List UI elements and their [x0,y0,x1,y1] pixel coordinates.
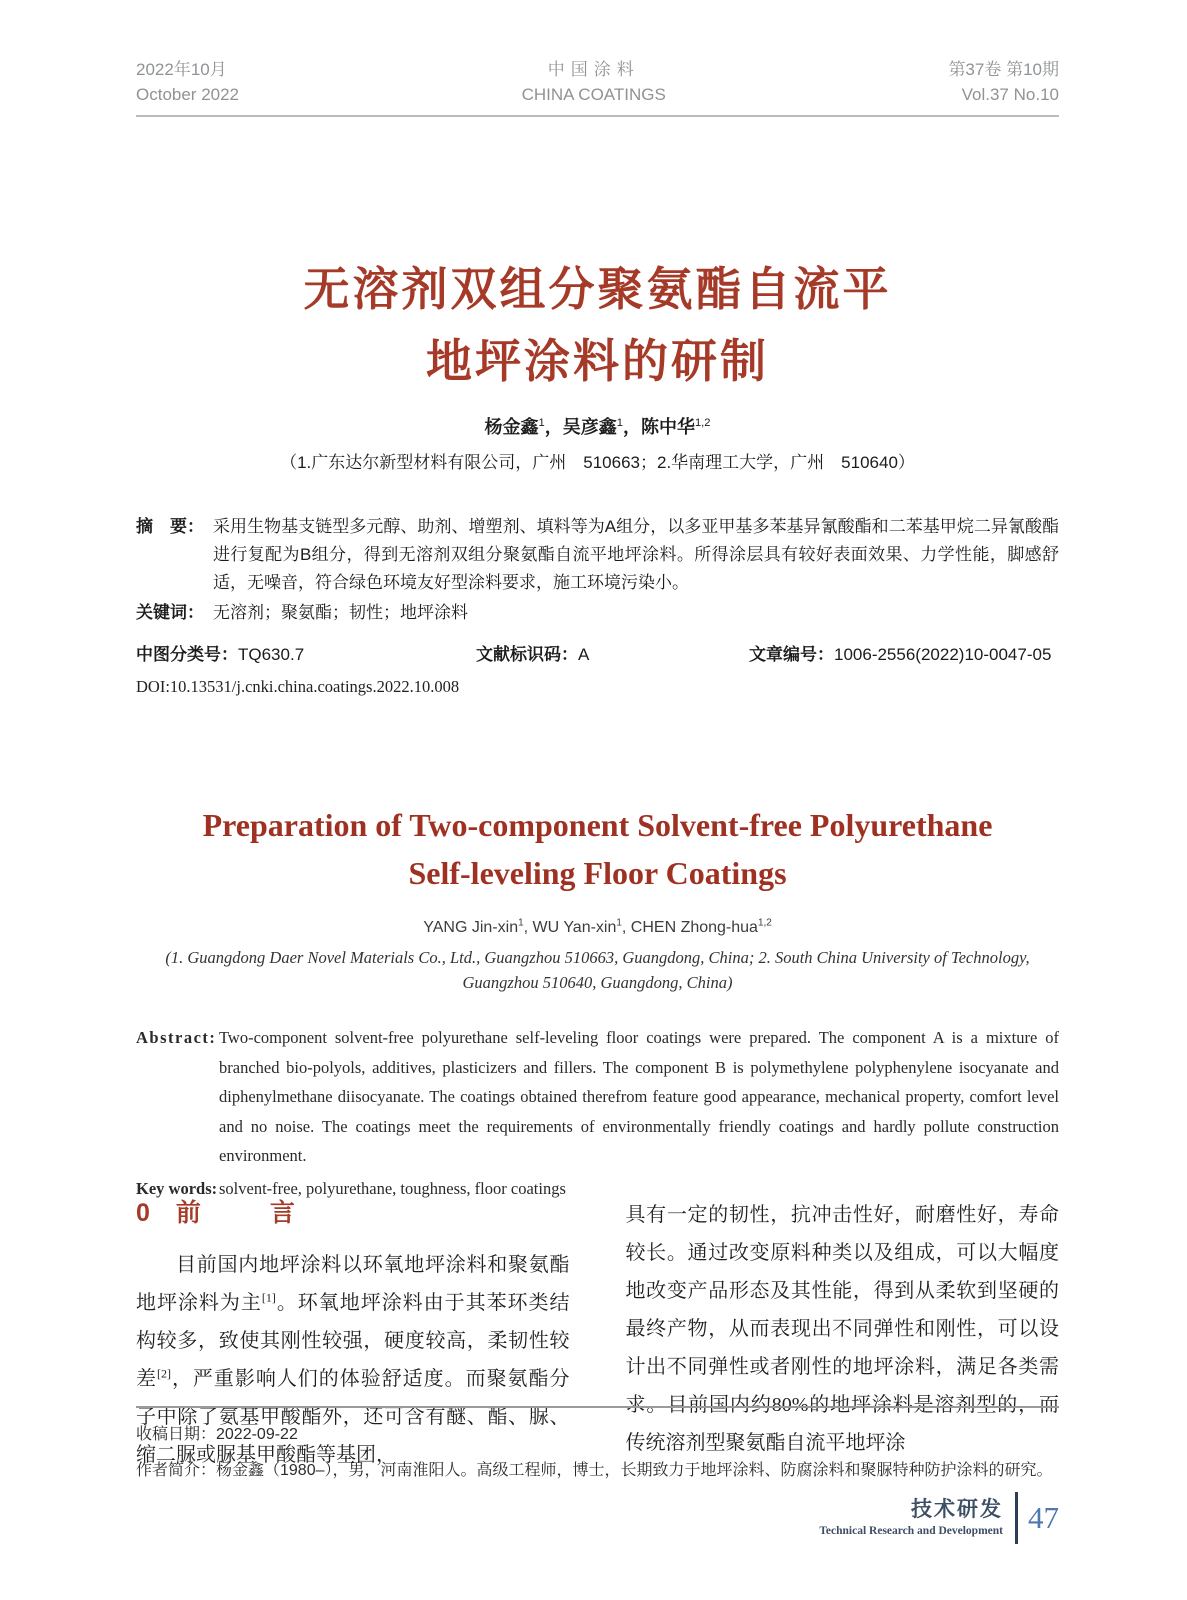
abstract-cn [136,513,1059,597]
author-name: 陈中华 [640,417,695,437]
authors-cn [136,413,1059,439]
author-superscript: 1 [538,417,545,429]
article-title-en-line2: Self-leveling Floor Coatings [408,855,787,891]
article-title-en [136,801,1059,897]
keywords-cn-label: 关键词： [136,603,204,622]
abstract-en [136,1023,1059,1171]
footnote-area [136,1406,1059,1480]
journal-title-cn: 中国涂料 [547,60,640,79]
header-issue-cn: 第37卷 第10期 [948,60,1059,79]
article-title-cn-line1: 无溶剂双组分聚氨酯自流平 [303,263,892,315]
header-date-cn: 2022年10月 [136,60,227,79]
footer-section-marker [819,1492,1059,1544]
authors-en [136,919,1059,937]
footer-labels [819,1497,1003,1539]
doi: DOI:10.13531/j.cnki.china.coatings.2022.10.008 [136,677,460,696]
journal-title-en: CHINA COATINGS [521,85,666,104]
footer-divider [1015,1492,1018,1544]
header-rule [136,115,1059,117]
author-superscript: 1 [518,917,524,929]
article-id: 文章编号：1006-2556(2022)10-0047-05 [749,645,1052,664]
author-name: 吴彦鑫 [562,417,617,437]
page-header [136,0,1059,107]
intro-heading-title: 前 言 [175,1199,317,1227]
header-issue-en: Vol.37 No.10 [961,85,1059,104]
author-name-en: CHEN Zhong-hua [630,919,758,936]
document-code: 文献标识码：A [476,645,590,664]
keywords-en-text: solvent-free, polyurethane, toughness, floor coatings [219,1178,566,1198]
affiliation-en [136,945,1059,995]
received-date: 收稿日期：2022-09-22 [136,1426,298,1443]
keywords-cn [136,599,1059,627]
intro-paragraph-left: 目前国内地坪涂料以环氧地坪涂料和聚氨酯地坪涂料为主[1]。环氧地坪涂料由于其苯环类结构较多，致使其刚性较强，硬度较高，柔韧性较差[2]，严重影响人们的体验舒适度。而聚氨酯分子中除了氨基甲酸酯外，还可含有醚、酯、脲、缩二脲或脲基甲酸酯等基团， [136,1254,570,1466]
footer-section-en: Technical Research and Development [819,1525,1003,1537]
author-name-en: YANG Jin-xin [423,919,519,936]
abstract-cn-text: 采用生物基支链型多元醇、助剂、增塑剂、填料等为A组分，以多亚甲基多苯基异氰酸酯和二苯基甲烷二异氰酸酯进行复配为B组分，得到无溶剂双组分聚氨酯自流平地坪涂料。所得涂层具有较好表面效果、力学性能，脚感舒适，无噪音，符合绿色环境友好型涂料要求，施工环境污染小。 [213,517,1059,592]
citation-superscript: [2] [156,1366,171,1381]
affiliation-en-line2: Guangzhou 510640, Guangdong, China) [462,973,733,992]
header-issue [948,57,1059,107]
intro-paragraph-right: 具有一定的韧性，抗冲击性好，耐磨性好，寿命较长。通过改变原料种类以及组成，可以大幅度地改变产品形态及其性能，得到从柔软到坚硬的最终产物，从而表现出不同弹性和刚性，可以设计出不同弹性或者刚性的地坪涂料，满足各类需求。目前国内约80%的地坪涂料是溶剂型的，而传统溶剂型聚氨酯自流平地坪涂 [625,1204,1059,1454]
intro-heading-number: 0 [136,1199,150,1227]
author-superscript: 1,2 [694,417,711,429]
author-name-en: WU Yan-xin [532,919,617,936]
classification-row [136,640,1059,665]
page-number: 47 [1028,1500,1059,1535]
intro-heading [136,1196,570,1230]
header-date [136,57,239,107]
abstract-en-text: Two-component solvent-free polyurethane self-leveling floor coatings were prepared. The component A is a mixture of branched bio-polyols, additives, plasticizers and fillers. The component B is polymethylene polyphenylene isocyanate and diphenylmethane diisocyanate. The coatings obtained therefrom feature good appearance, mechanical property, comfort level and no noise. The coatings meet the requirements of environmentally friendly coatings and hardly pollute construction environment. [219,1028,1059,1165]
keywords-cn-text: 无溶剂；聚氨酯；韧性；地坪涂料 [213,603,468,622]
abstract-cn-label: 摘 要： [136,517,204,536]
header-date-en: October 2022 [136,85,240,104]
author-superscript: 1 [616,917,622,929]
article-title-cn [136,253,1059,397]
journal-title [522,57,666,107]
affiliation-cn: （1.广东达尔新型材料有限公司，广州 510663；2.华南理工大学，广州 510640） [280,453,915,472]
affiliation-en-line1: (1. Guangdong Daer Novel Materials Co., Ltd., Guangzhou 510663, Guangdong, China; 2. South China University of Technology, [165,948,1030,967]
author-separator: , [621,919,631,936]
footnote-rule [136,1406,1059,1408]
author-name: 杨金鑫 [484,417,539,437]
author-separator: ， [622,417,641,437]
keywords-en-label: Key words: [136,1178,218,1198]
author-superscript: 1,2 [757,917,772,929]
article-title-en-line1: Preparation of Two-component Solvent-free Polyurethane [202,807,993,843]
citation-superscript: [1] [261,1290,276,1305]
abstract-en-label: Abstract: [136,1028,217,1047]
article-title-cn-line2: 地坪涂料的研制 [426,335,769,387]
footer-section-cn: 技术研发 [911,1498,1003,1521]
author-separator: , [523,919,533,936]
author-bio: 作者简介：杨金鑫（1980–），男，河南淮阳人。高级工程师，博士，长期致力于地坪涂料、防腐涂料和聚脲特种防护涂料的研究。 [136,1462,1053,1479]
author-superscript: 1 [616,417,623,429]
author-separator: ， [544,417,563,437]
clc-number: 中图分类号：TQ630.7 [136,645,305,664]
